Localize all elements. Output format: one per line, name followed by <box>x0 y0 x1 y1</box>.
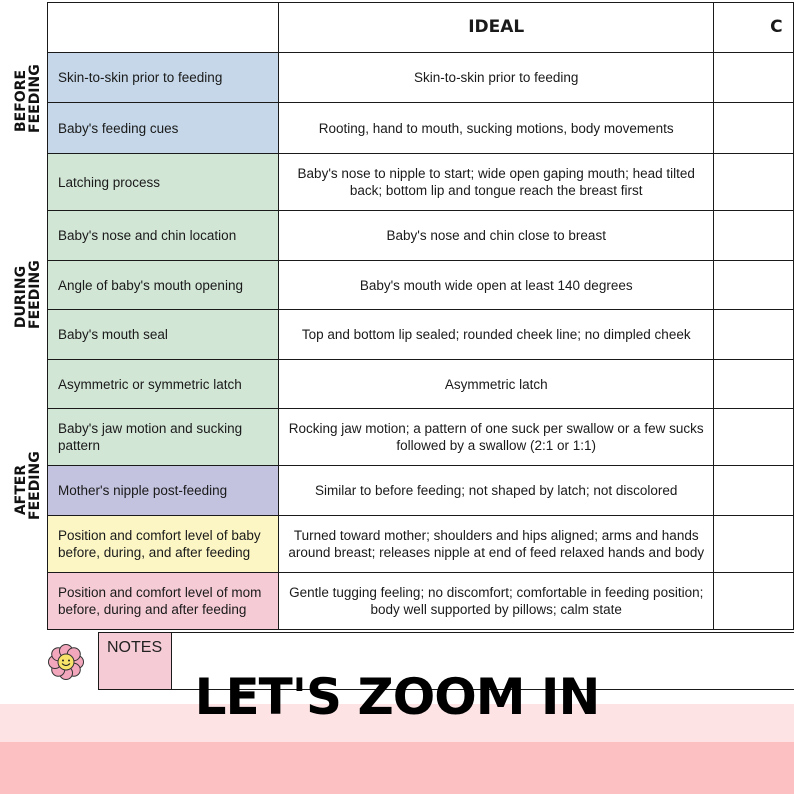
row-ideal: Rocking jaw motion; a pattern of one suck per swallow or a few sucks followed by a swallow (2:1 or 1:1) <box>279 409 714 466</box>
row-ideal: Gentle tugging feeling; no discomfort; comfortable in feeding position; body well supported by pillows; calm state <box>279 573 714 630</box>
breastfeeding-assessment-table <box>47 2 794 630</box>
table-row <box>48 53 794 103</box>
row-extra-cell[interactable] <box>714 261 794 310</box>
row-criterion: Mother's nipple post-feeding <box>48 466 279 516</box>
section-label-after <box>14 435 42 545</box>
table-row <box>48 211 794 261</box>
header-ideal: IDEAL <box>279 3 714 53</box>
row-criterion: Baby's feeding cues <box>48 103 279 154</box>
banner-band-dark <box>0 742 794 794</box>
row-criterion: Latching process <box>48 154 279 211</box>
row-extra-cell[interactable] <box>714 310 794 360</box>
row-extra-cell[interactable] <box>714 211 794 261</box>
header-empty-cell <box>48 3 279 53</box>
row-extra-cell[interactable] <box>714 103 794 154</box>
row-ideal: Baby's nose to nipple to start; wide open gaping mouth; head tilted back; bottom lip and tongue reach the breast first <box>279 154 714 211</box>
row-extra-cell[interactable] <box>714 360 794 409</box>
row-extra-cell[interactable] <box>714 409 794 466</box>
row-criterion: Position and comfort level of baby before, during, and after feeding <box>48 516 279 573</box>
row-extra-cell[interactable] <box>714 573 794 630</box>
row-criterion: Skin-to-skin prior to feeding <box>48 53 279 103</box>
table-row <box>48 154 794 211</box>
table-row <box>48 261 794 310</box>
row-ideal: Turned toward mother; shoulders and hips aligned; arms and hands around breast; releases nipple at end of feed relaxed hands and body <box>279 516 714 573</box>
row-criterion: Baby's mouth seal <box>48 310 279 360</box>
notes-label: NOTES <box>107 639 163 656</box>
row-ideal: Asymmetric latch <box>279 360 714 409</box>
table-row <box>48 516 794 573</box>
table-row <box>48 310 794 360</box>
section-label-during <box>14 242 42 352</box>
table-row <box>48 466 794 516</box>
section-label-during-text: DURING FEEDING <box>13 260 43 329</box>
header-extra: C <box>714 3 794 53</box>
row-ideal: Skin-to-skin prior to feeding <box>279 53 714 103</box>
section-label-before <box>14 46 42 156</box>
row-ideal: Top and bottom lip sealed; rounded cheek line; no dimpled cheek <box>279 310 714 360</box>
zoom-in-title: LET'S ZOOM IN <box>194 668 600 726</box>
section-label-before-text: BEFORE FEEDING <box>13 64 43 133</box>
row-ideal: Similar to before feeding; not shaped by latch; not discolored <box>279 466 714 516</box>
table-row <box>48 573 794 630</box>
row-ideal: Rooting, hand to mouth, sucking motions, body movements <box>279 103 714 154</box>
table-row <box>48 103 794 154</box>
row-extra-cell[interactable] <box>714 154 794 211</box>
row-criterion: Position and comfort level of mom before, during and after feeding <box>48 573 279 630</box>
table-row <box>48 360 794 409</box>
row-criterion: Angle of baby's mouth opening <box>48 261 279 310</box>
row-extra-cell[interactable] <box>714 516 794 573</box>
row-criterion: Baby's jaw motion and sucking pattern <box>48 409 279 466</box>
row-extra-cell[interactable] <box>714 466 794 516</box>
row-ideal: Baby's mouth wide open at least 140 degrees <box>279 261 714 310</box>
section-label-after-text: AFTER FEEDING <box>13 451 43 520</box>
row-ideal: Baby's nose and chin close to breast <box>279 211 714 261</box>
row-extra-cell[interactable] <box>714 53 794 103</box>
table-row <box>48 409 794 466</box>
table-header-row <box>48 3 794 53</box>
row-criterion: Asymmetric or symmetric latch <box>48 360 279 409</box>
row-criterion: Baby's nose and chin location <box>48 211 279 261</box>
